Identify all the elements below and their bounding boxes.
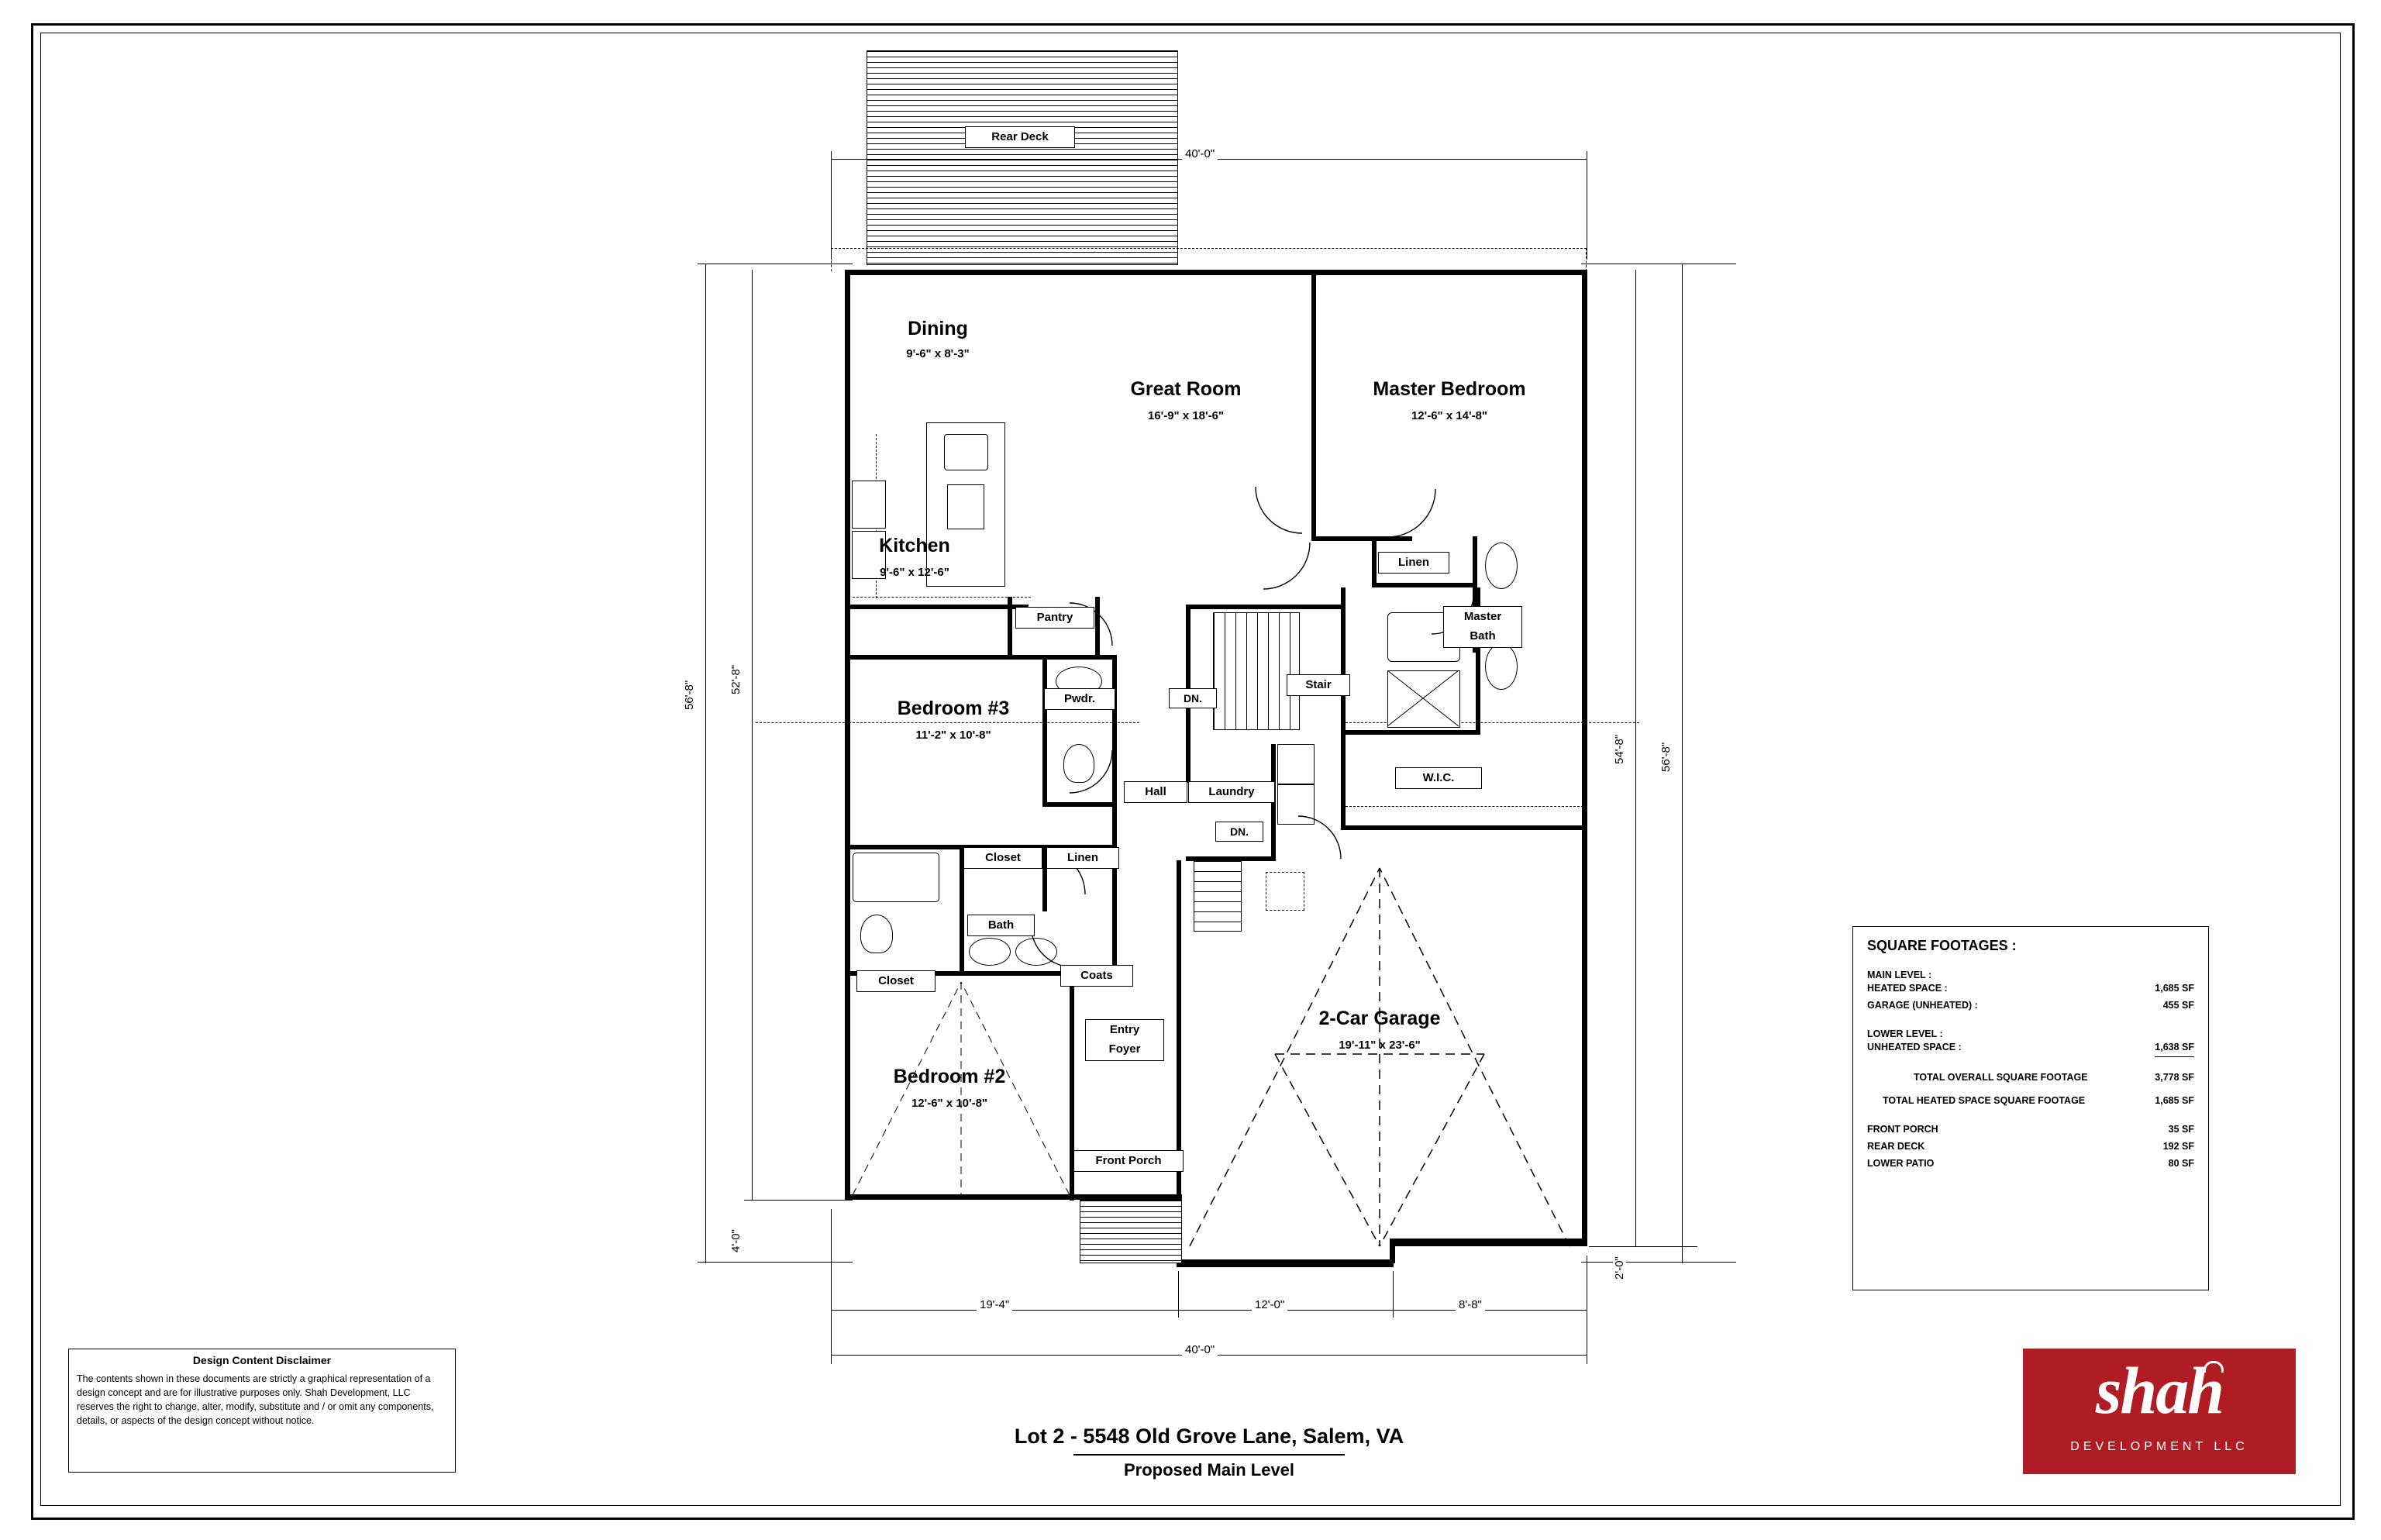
dim-left-tick-mid bbox=[744, 1200, 853, 1201]
sf-spacer-3 bbox=[1867, 1087, 2194, 1093]
hall-label: Hall bbox=[1124, 781, 1187, 803]
pantry-label: Pantry bbox=[1015, 607, 1094, 629]
sf-value-total-overall: 3,778 SF bbox=[2155, 1071, 2194, 1083]
room-label-great-room: Great Room bbox=[1130, 378, 1242, 400]
dim-seg-tick-2 bbox=[1393, 1271, 1394, 1318]
disclaimer-heading: Design Content Disclaimer bbox=[192, 1354, 332, 1366]
entry-foyer-label bbox=[1085, 1019, 1164, 1061]
sf-label-rear-deck: REAR DECK bbox=[1867, 1141, 1925, 1152]
logo-wordmark: shah bbox=[2095, 1353, 2224, 1428]
room-dim-kitchen: 9'-6" x 12'-6" bbox=[880, 566, 949, 579]
room-label-master-bedroom: Master Bedroom bbox=[1373, 378, 1526, 400]
laundry-label: Laundry bbox=[1188, 781, 1275, 803]
sf-row-total-overall bbox=[1867, 1070, 2194, 1087]
room-dim-great-room: 16'-9" x 18'-6" bbox=[1147, 409, 1225, 422]
room-label-dining: Dining bbox=[908, 318, 968, 339]
sf-value-total-heated: 1,685 SF bbox=[2155, 1094, 2194, 1106]
master-bath-label-line1: Master bbox=[1463, 610, 1502, 623]
dim-bottom-seg-3: 8'-8" bbox=[1456, 1298, 1485, 1311]
linen-master-label: Linen bbox=[1378, 552, 1449, 574]
dim-right-tick-bot bbox=[1581, 1262, 1736, 1263]
closet-hall-label: Closet bbox=[963, 847, 1042, 869]
room-dim-bedroom-2: 12'-6" x 10'-8" bbox=[911, 1097, 988, 1110]
linen-hall-label: Linen bbox=[1046, 847, 1119, 869]
sf-label-lower-patio: LOWER PATIO bbox=[1867, 1158, 1935, 1170]
rear-deck-hatch bbox=[867, 50, 1178, 265]
dim-top-tick-left bbox=[831, 151, 832, 260]
sf-value-front-porch: 35 SF bbox=[2168, 1124, 2194, 1135]
dim-bottom-seg-1: 19'-4" bbox=[977, 1298, 1012, 1311]
dim-right-bottom: 2'-0" bbox=[1613, 1253, 1626, 1283]
title-underline bbox=[1073, 1454, 1345, 1456]
deck-dash-top bbox=[831, 248, 1587, 249]
dash-left-extension bbox=[756, 722, 849, 723]
room-label-bedroom-2: Bedroom #2 bbox=[893, 1066, 1006, 1087]
wic-label: W.I.C. bbox=[1395, 767, 1482, 789]
sf-section-header-main: MAIN LEVEL : bbox=[1867, 970, 1932, 980]
sf-spacer-2 bbox=[1867, 1057, 2194, 1070]
sf-spacer-4 bbox=[1867, 1109, 2194, 1121]
logo-tagline: DEVELOPMENT LLC bbox=[2070, 1440, 2248, 1453]
room-dim-garage: 19'-11" x 23'-6" bbox=[1339, 1039, 1421, 1052]
design-content-disclaimer bbox=[68, 1349, 456, 1473]
front-porch-hatch bbox=[1080, 1200, 1182, 1263]
square-footage-title: SQUARE FOOTAGES : bbox=[1867, 938, 2017, 953]
sf-label-unheated-lower: UNHEATED SPACE : bbox=[1867, 1041, 1962, 1053]
sf-value-lower-patio: 80 SF bbox=[2168, 1158, 2194, 1170]
dim-right-outer: 56'-8" bbox=[1659, 739, 1673, 775]
dim-left-outer-line bbox=[705, 264, 706, 1263]
dim-left-inner: 52'-8" bbox=[729, 662, 743, 698]
dim-left-outer: 56'-8" bbox=[683, 677, 696, 713]
dim-right-inner: 54'-8" bbox=[1613, 732, 1626, 767]
dim-left-bottom: 4'-0" bbox=[729, 1226, 743, 1256]
bath-label: Bath bbox=[967, 915, 1035, 936]
dim-bottom-seg-2: 12'-0" bbox=[1252, 1298, 1287, 1311]
sf-row-front-porch bbox=[1867, 1121, 2194, 1139]
dim-left-tick-bot bbox=[698, 1262, 853, 1263]
closet-bed2-label: Closet bbox=[856, 970, 936, 992]
stair-label: Stair bbox=[1287, 674, 1350, 696]
sf-label-heated-main: HEATED SPACE : bbox=[1867, 983, 1948, 994]
sf-row-garage-main bbox=[1867, 997, 2194, 1015]
rear-deck-label: Rear Deck bbox=[965, 126, 1075, 148]
sf-value-garage-main: 455 SF bbox=[2162, 999, 2194, 1011]
powder-label: Pwdr. bbox=[1044, 688, 1115, 710]
front-porch-label: Front Porch bbox=[1073, 1150, 1184, 1172]
company-logo bbox=[2023, 1349, 2296, 1474]
sf-value-unheated-lower: 1,638 SF bbox=[2155, 1039, 2194, 1057]
sf-label-total-heated: TOTAL HEATED SPACE SQUARE FOOTAGE bbox=[1883, 1094, 2086, 1106]
dash-right-extension bbox=[1585, 722, 1639, 723]
square-footage-panel bbox=[1852, 926, 2209, 1290]
master-bath-label bbox=[1443, 606, 1522, 648]
sf-row-lower-patio bbox=[1867, 1156, 2194, 1173]
room-dim-master-bedroom: 12'-6" x 14'-8" bbox=[1411, 409, 1488, 422]
sf-value-rear-deck: 192 SF bbox=[2162, 1141, 2194, 1152]
dim-bottom-tick-left bbox=[831, 1209, 832, 1364]
sf-row-rear-deck bbox=[1867, 1139, 2194, 1156]
sf-row-unheated-lower bbox=[1867, 1039, 2194, 1057]
page-title: Lot 2 - 5548 Old Grove Lane, Salem, VA bbox=[1014, 1425, 1404, 1448]
disclaimer-body: The contents shown in these documents are strictly a graphical representation of a design concept and are for illustrative purposes only. Shah Development, LLC reserves the right to change, alter, modify, substitute and / or omit any components, details, or aspects of the design concept without notice. bbox=[77, 1373, 434, 1427]
sf-section-header-lower: LOWER LEVEL : bbox=[1867, 1028, 1943, 1039]
dim-top-overall: 40'-0" bbox=[1182, 147, 1218, 160]
dim-left-inner-line bbox=[752, 270, 753, 1200]
room-label-bedroom-3: Bedroom #3 bbox=[897, 698, 1010, 719]
dim-right-outer-line bbox=[1682, 264, 1683, 1263]
dim-right-tick-mid bbox=[1589, 1246, 1697, 1247]
dim-seg-tick-1 bbox=[1178, 1271, 1179, 1318]
dim-right-inner-line bbox=[1635, 270, 1636, 1246]
room-label-garage: 2-Car Garage bbox=[1318, 1008, 1441, 1029]
coats-label: Coats bbox=[1060, 965, 1133, 987]
page-subtitle: Proposed Main Level bbox=[1123, 1460, 1295, 1480]
sf-label-garage-main: GARAGE (UNHEATED) : bbox=[1867, 999, 1978, 1011]
dn-upper-label: DN. bbox=[1169, 688, 1217, 708]
master-bath-label-line2: Bath bbox=[1470, 629, 1496, 643]
room-dim-dining: 9'-6" x 8'-3" bbox=[906, 347, 970, 360]
dim-bottom-overall: 40'-0" bbox=[1182, 1343, 1218, 1356]
sf-value-heated-main: 1,685 SF bbox=[2155, 983, 2194, 994]
sf-row-total-heated bbox=[1867, 1093, 2194, 1110]
room-dim-bedroom-3: 11'-2" x 10'-8" bbox=[915, 729, 991, 742]
room-label-kitchen: Kitchen bbox=[879, 535, 950, 556]
entry-foyer-line1: Entry bbox=[1109, 1023, 1140, 1036]
sf-spacer-1 bbox=[1867, 1015, 2194, 1027]
sf-label-total-overall: TOTAL OVERALL SQUARE FOOTAGE bbox=[1914, 1071, 2088, 1083]
dn-lower-label: DN. bbox=[1215, 822, 1263, 842]
sf-label-front-porch: FRONT PORCH bbox=[1867, 1124, 1938, 1135]
entry-foyer-line2: Foyer bbox=[1108, 1042, 1141, 1056]
logo-accent-icon bbox=[2204, 1361, 2224, 1373]
sf-row-heated-main bbox=[1867, 980, 2194, 997]
